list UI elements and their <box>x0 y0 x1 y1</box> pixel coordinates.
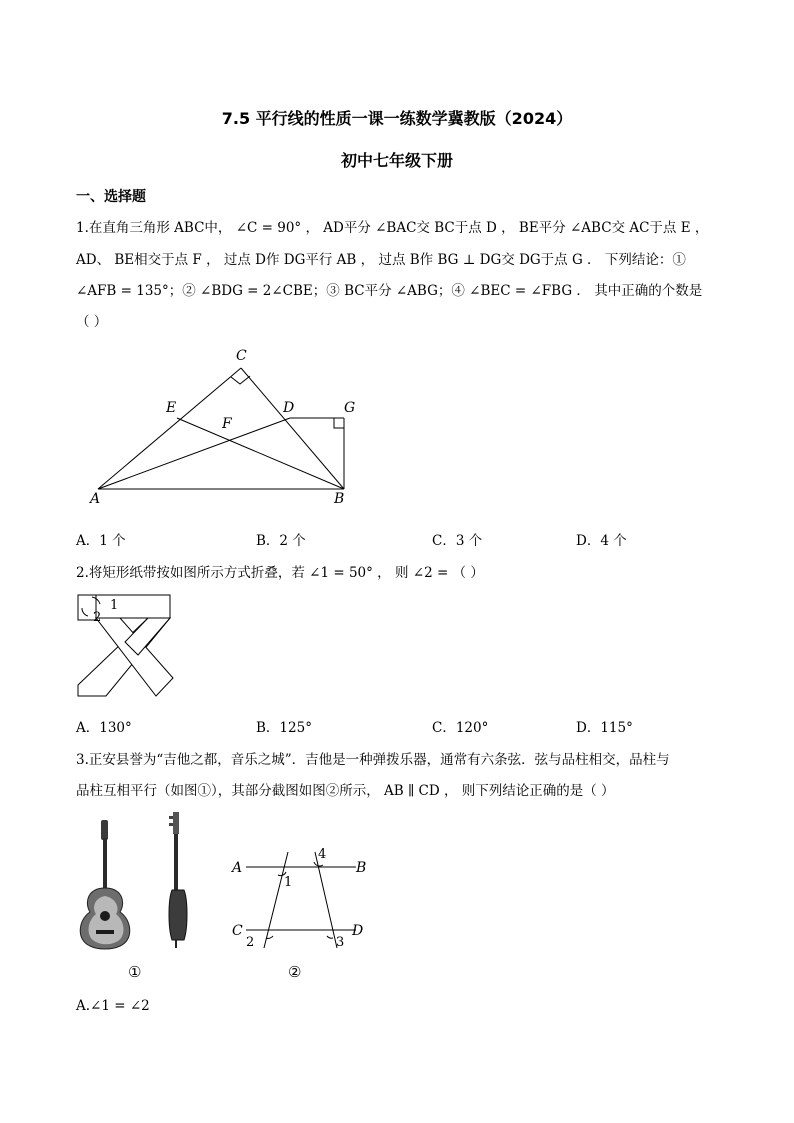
page-title: 7.5 平行线的性质一课一练数学冀教版（2024） <box>221 109 573 128</box>
label-a: A <box>232 860 243 876</box>
label-d: D <box>283 400 295 416</box>
q3-parallel-lines-figure <box>226 840 376 952</box>
label-f: F <box>222 416 232 432</box>
figure-caption-1: ① <box>128 963 142 981</box>
figure-caption-2: ② <box>288 963 302 981</box>
q1-option-c: C．3 个 <box>432 533 483 549</box>
q1-line-1: 1.在直角三角形 ABC中， ∠C = 90° ， AD平分 ∠BAC交 BC于点 D ， BE平分 ∠ABC交 AC于点 E ， <box>76 220 709 236</box>
q1-option-b: B．2 个 <box>256 533 306 549</box>
q2-folded-strip-figure <box>76 590 176 702</box>
q2-option-d: D．115° <box>576 720 633 736</box>
q1-line-2: AD、 BE相交于点 F ， 过点 D作 DG平行 AB ， 过点 B作 BG ⊥ DG交 DG于点 G ． 下列结论：① <box>76 252 686 268</box>
page-subtitle: 初中七年级下册 <box>340 151 453 170</box>
angle-3-arc <box>327 936 333 938</box>
q2-option-b: B．125° <box>256 720 312 736</box>
guitar-side-image <box>164 810 194 950</box>
label-c: C <box>232 923 243 939</box>
label-e: E <box>166 400 177 416</box>
label-g: G <box>344 400 356 416</box>
label-c: C <box>236 348 247 364</box>
label-b: B <box>356 860 367 876</box>
label-d: D <box>352 923 364 939</box>
right-angle-c <box>231 376 250 384</box>
q2-option-c: C．120° <box>432 720 489 736</box>
angle-1-label: 1 <box>110 598 119 613</box>
q3-option-a: A.∠1 = ∠2 <box>76 998 150 1014</box>
q1-line-4: （ ） <box>76 314 108 330</box>
transversal-right <box>315 852 337 948</box>
q1-option-d: D．4 个 <box>576 533 627 549</box>
q2-option-a: A．130° <box>76 720 132 736</box>
transversal-left <box>264 852 288 948</box>
q1-triangle-figure <box>80 340 370 515</box>
right-angle-g <box>334 418 344 428</box>
label-angle-3: 3 <box>336 935 345 950</box>
q2-line-1: 2.将矩形纸带按如图所示方式折叠，若 ∠1 = 50° ， 则 ∠2 = （ ） <box>76 565 484 581</box>
side-ac <box>98 368 241 489</box>
q3-line-2: 品柱互相平行（如图①），其部分截图如图②所示， AB ∥ CD ， 则下列结论正确的是（ ） <box>76 783 615 799</box>
q1-line-3: ∠AFB = 135°；② ∠BDG = 2∠CBE；③ BC平分 ∠ABG；④ ∠BEC = ∠FBG ． 其中正确的个数是 <box>76 283 703 299</box>
q3-line-1: 3.正安县誉为“吉他之都，音乐之城”．吉他是一种弹拨乐器，通常有六条弦．弦与品柱相交，品柱与 <box>76 752 670 768</box>
angle-2-label: 2 <box>93 610 102 625</box>
side-cb <box>241 368 344 489</box>
label-angle-1: 1 <box>284 875 293 890</box>
angle-4-arc <box>314 862 323 866</box>
guitar-front-image <box>74 818 136 950</box>
label-angle-2: 2 <box>246 935 255 950</box>
label-a: A <box>90 491 101 507</box>
label-b: B <box>334 491 345 507</box>
section-heading: 一、选择题 <box>76 189 146 205</box>
q1-option-a: A．1 个 <box>76 533 126 549</box>
label-angle-4: 4 <box>318 847 327 862</box>
